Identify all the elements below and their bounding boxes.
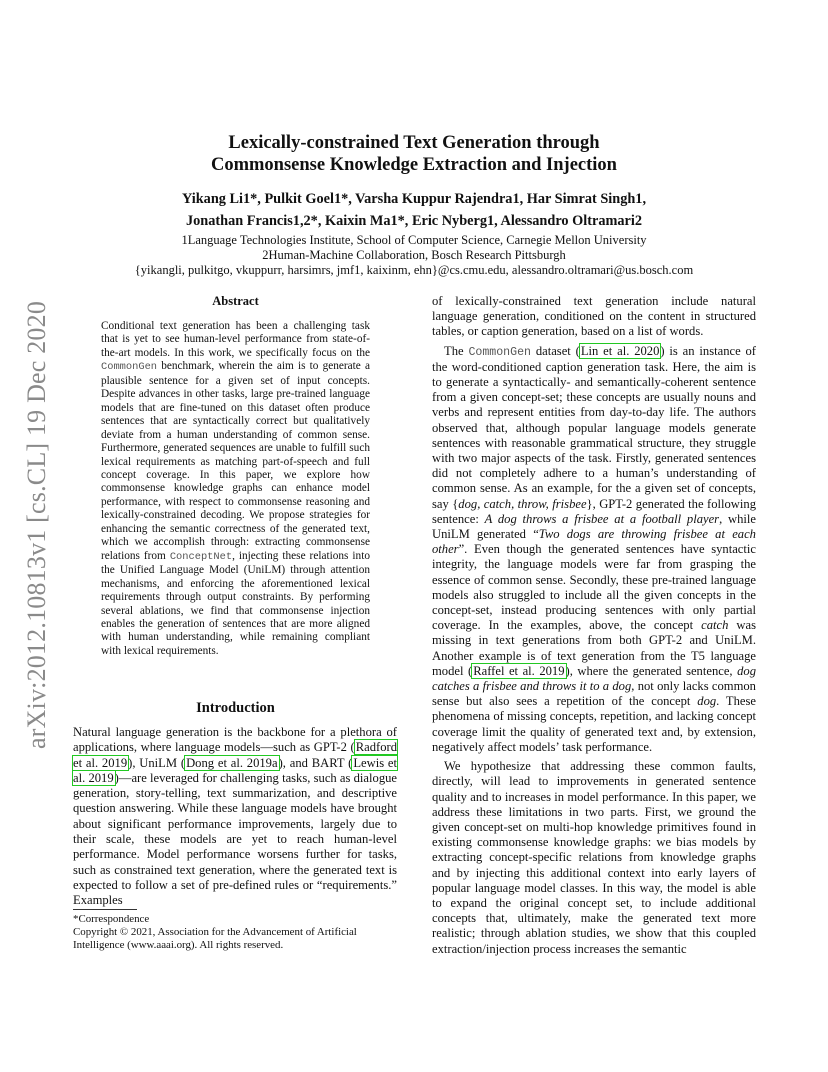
authors-line-1: Yikang Li1*, Pulkit Goel1*, Varsha Kuppur Rajendra1, Har Simrat Singh1, — [181, 191, 647, 207]
citation-lin[interactable]: Lin et al. 2020 — [580, 343, 660, 358]
author-emails: {yikangli, pulkitgo, vkuppurr, harsimrs, jmf1, kaixinm, ehn}@cs.cmu.edu, alessandro.oltramari@us.bosch.com — [134, 263, 694, 277]
affiliation-1: 1Language Technologies Institute, School of Computer Science, Carnegie Mellon University — [181, 233, 647, 247]
paragraph-hypothesis: We hypothesize that addressing these common faults, directly, will lead to improvements in generated sentence quality and to increases in model performance. In this paper, we address these limitations in two parts. First, we ground the given concept-set on multi-hop knowledge primitives found in existing commonsense knowledge graphs: we bias models by extracting concept-specific relations from knowledge graphs and by injecting this additional context into early layers of popular language model classes. In this way, the model is able to expand the original concept set, to include additional concepts that, ultimately, make the generated text more realistic; through ablation studies, we show that this coupled extraction/injection process increases the semantic — [432, 759, 756, 956]
citation-raffel[interactable]: Raffel et al. 2019 — [473, 663, 565, 678]
code-commongen-2: CommonGen — [468, 345, 531, 359]
citation-dong[interactable]: Dong et al. 2019a — [186, 755, 278, 770]
footnote-copyright: Copyright © 2021, Association for the Advancement of Artificial Intelligence (www.aaai.org). All rights reserved. — [73, 926, 357, 951]
footnote-correspondence: *Correspondence — [73, 913, 150, 925]
authors-line-2: Jonathan Francis1,2*, Kaixin Ma1*, Eric Nyberg1, Alessandro Oltramari2 — [185, 213, 643, 229]
title-line-2: Commonsense Knowledge Extraction and Injection — [211, 155, 617, 175]
author-list — [90, 188, 738, 232]
introduction-body: Natural language generation is the backbone for a plethora of applications, where language models—such as GPT-2 (Radford et al. 2019), UniLM (Dong et al. 2019a), and BART (Lewis et al. 2019)—are leveraged for challenging tasks, such as dialogue generation, story-telling, text summarization, and descriptive question answering. While these language models have brought about significant performance improvements, largely due to their scale, these models are yet to reach human-level performance. Model performance worsens further for tasks, such as constrained text generation, where the generated text is expected to follow a set of pre-defined rules or “requirements.” Examples — [73, 725, 398, 908]
abstract-body: Conditional text generation has been a challenging task that is yet to see human-level performance from state-of-the-art models. In this work, we specifically focus on the CommonGen benchmark, wherein the aim is to generate a plausible sentence for a given set of input concepts. Despite advances in other tasks, large pre-trained language models that are fine-tuned on this dataset often produce sentences that are syntactically correct but qualitatively deviate from a human understanding of common sense. Furthermore, generated sequences are unable to fulfill such lexical requirements as matching part-of-speech and full concept coverage. In this paper, we explore how commonsense knowledge graphs can enhance model performance, with respect to commonsense reasoning and lexically-constrained decoding. We propose strategies for enhancing the semantic correctness of the generated text, which we accomplish through: extracting commonsense relations from ConceptNet, injecting these relations into the Unified Language Model (UniLM) through attention mechanisms, and enforcing the aforementioned lexical requirements through output constraints. By performing several ablations, we find that commonsense injection enables the generation of sentences that are more aligned with human understanding, while remaining compliant with lexical requirements. — [101, 320, 370, 657]
abstract-heading: Abstract — [212, 294, 259, 308]
arxiv-sidebar-id: arXiv:2012.10813v1 [cs.CL] 19 Dec 2020 — [22, 300, 52, 750]
citation-radford[interactable]: Radford et al. 2019 — [73, 740, 397, 770]
paper-title — [100, 132, 728, 176]
paragraph-continued: of lexically-constrained text generation include natural language generation, conditioned on the content in structured tables, or caption generation, based on a list of words. — [432, 294, 756, 339]
affiliation-2: 2Human-Machine Collaboration, Bosch Research Pittsburgh — [262, 248, 566, 262]
code-commongen: CommonGen — [101, 361, 158, 374]
title-line-1: Lexically-constrained Text Generation through — [228, 133, 600, 153]
footnotes — [73, 913, 397, 952]
right-column-body — [432, 294, 756, 961]
paragraph-commongen: The CommonGen dataset (Lin et al. 2020) is an instance of the word-conditioned caption generation task. Here, the aim is to generate a syntactically- and semantically-coherent sentence from a given concept-set; these concepts are usually nouns and verbs and represent entities from day-to-day life. The authors observed that, although popular language models generate sentences with reasonable grammatical structure, they struggle with two major aspects of the task. Firstly, generated sentences did not completely adhere to a human’s understanding of common sense. As an example, for the a given set of concepts, say {dog, catch, throw, frisbee}, GPT-2 generated the following sentence: A dog throws a frisbee at a football player, while UniLM generated “Two dogs are throwing frisbee at each other”. Even though the generated sentences have syntactic integrity, the language models were far from grasping the essence of common sense. Secondly, these pre-trained language models also struggled to include all the given concepts in the concept-set, instead producing sentences with only partial coverage. In the examples, above, the concept catch was missing in text generations from both GPT-2 and UniLM. Another example is of text generation from the T5 language model (Raffel et al. 2019), where the generated sentence, dog catches a frisbee and throws it to a dog, not only lacks common sense but also sees a repetition of the concept dog. These phenomena of missing concepts, repetition, and lacking concept coverage limit the quality of generated text and, by extension, negatively affect models’ task performance. — [432, 343, 757, 754]
introduction-heading: Introduction — [196, 700, 275, 716]
citation-lewis[interactable]: Lewis et al. 2019 — [73, 755, 397, 785]
footnote-divider — [73, 909, 137, 910]
code-conceptnet: ConceptNet — [169, 550, 233, 563]
affiliations — [80, 233, 748, 278]
